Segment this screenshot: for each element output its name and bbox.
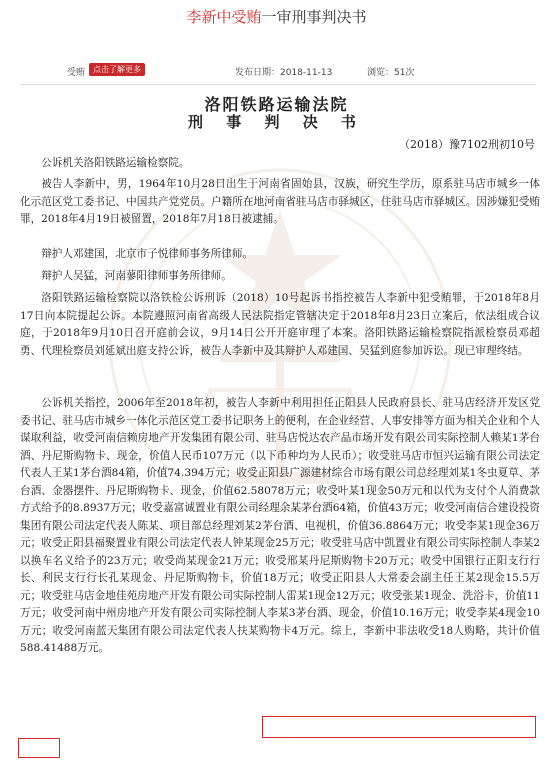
- paragraph-prosecutor: 公诉机关洛阳铁路运输检察院。: [41, 157, 190, 169]
- highlight-box-2: [18, 738, 60, 758]
- view-count: 浏览：51次: [367, 68, 415, 78]
- paragraph-charges: 公诉机关指控，2006年至2018年初，被告人李新中利用担任正阳县人民政府县长、驻马店经济开发区党委书记、驻马店市城乡一体化示范区党工委书记职务上的便利，在企业经营、人事安排等方面为相关企业和个人谋取利益，收受河南信赖房地产开发集团有限公司、驻马店悦达农产品市场开发有限公司实际控制人赖某1茅台酒、丹尼斯购物卡、现金，价值人民币107万元（以下币种均为人民币）；收受驻马店市恒兴运输有限公司法定代表人王某1茅台酒84箱，价值74.394万元；收受正阳县广源建材综合市场有限公司总经理刘某1冬虫夏草、茅台酒、金器摆件、丹尼斯购物卡、现金，价值62.58078万元；收受叶某1现金50万元和以代为支付个人消费款方式给予的8.8937万元；收受嘉富诚置业有限公司经理余某茅台酒64箱，价值43万元；收受河南信合建设投资集团有限公司法定代表人陈某、项目部总经理刘某2茅台酒、电视机，价值36.8864万元；收受李某1现金36万元；收受正阳县福聚置业有限公司法定代表人钟某现金25万元；收受驻马店中凯置业有限公司实际控制人李某2以换车名义给予的23万元；收受尚某现金21万元；收受邢某丹尼斯购物卡20万元；收受中国银行正阳支行行长、利民支行行长孔某现金、丹尼斯购物卡，价值18万元；收受正阳县人大常委会副主任王某2现金15.5万元；收受驻马店金地佳苑房地产开发有限公司实际控制人雷某1现金12万元；收受张某1现金、洗浴卡，价值11万元；收受河南中州房地产开发有限公司实际控制人李某3茅台酒、现金，价值10.16万元；收受李某4现金10万元；收受河南蓝天集团有限公司法定代表人扶某购物卡4万元。综上，李新中非法收受18人购略，共计价值588.41488万元。: [20, 397, 540, 654]
- meta-bar: [67, 62, 537, 80]
- publish-date: 发布日期：2018-11-13: [235, 68, 333, 78]
- source-label: 受贿: [67, 68, 86, 78]
- paragraph-defender-2: 辩护人吴猛，河南蓼阳律师事务所律师。: [41, 270, 232, 282]
- case-number: （2018）豫7102刑初10号: [399, 138, 535, 151]
- title-highlight[interactable]: 李新中受贿: [186, 8, 262, 26]
- paragraph-defendant: 被告人李新中，男，1964年10月28日出生于河南省固始县，汉族，研究生学历，原系驻马店市城乡一体化示范区党工委书记、中国共产党党员。户籍所在地河南省驻马店市驿城区，住驻马店市驿城区。因涉嫌犯受贿罪，2018年4月19日被留置，2018年7月18日被逮捕。: [20, 178, 540, 225]
- header-divider: [20, 84, 536, 85]
- more-info-button[interactable]: 点击了解更多: [89, 63, 145, 76]
- document-type: 刑 事 判 决 书: [188, 113, 365, 131]
- document-title: [0, 6, 553, 27]
- paragraph-procedure: 洛阳铁路运输检察院以洛铁检公诉刑诉（2018）10号起诉书指控被告人李新中犯受贿罪，于2018年8月17日向本院提起公诉。本院遵照河南省高级人民法院指定管辖决定于2018年8月23日立案后，依法组成合议庭，于2018年9月10日召开庭前会议，9月14日公开开庭审理了本案。洛阳铁路运输检察院指派检察员邓超勇、代理检察员刘延斌出庭支持公诉，被告人李新中及其辩护人邓建国、吴猛到庭参加诉讼。现已审理终结。: [20, 292, 540, 357]
- paragraph-defender-1: 辩护人邓建国，北京市子悦律师事务所律师。: [41, 248, 254, 260]
- title-rest: 一审刑事判决书: [261, 8, 367, 26]
- court-name: 洛阳铁路运输法院: [204, 95, 349, 114]
- highlight-box-1: [262, 716, 536, 738]
